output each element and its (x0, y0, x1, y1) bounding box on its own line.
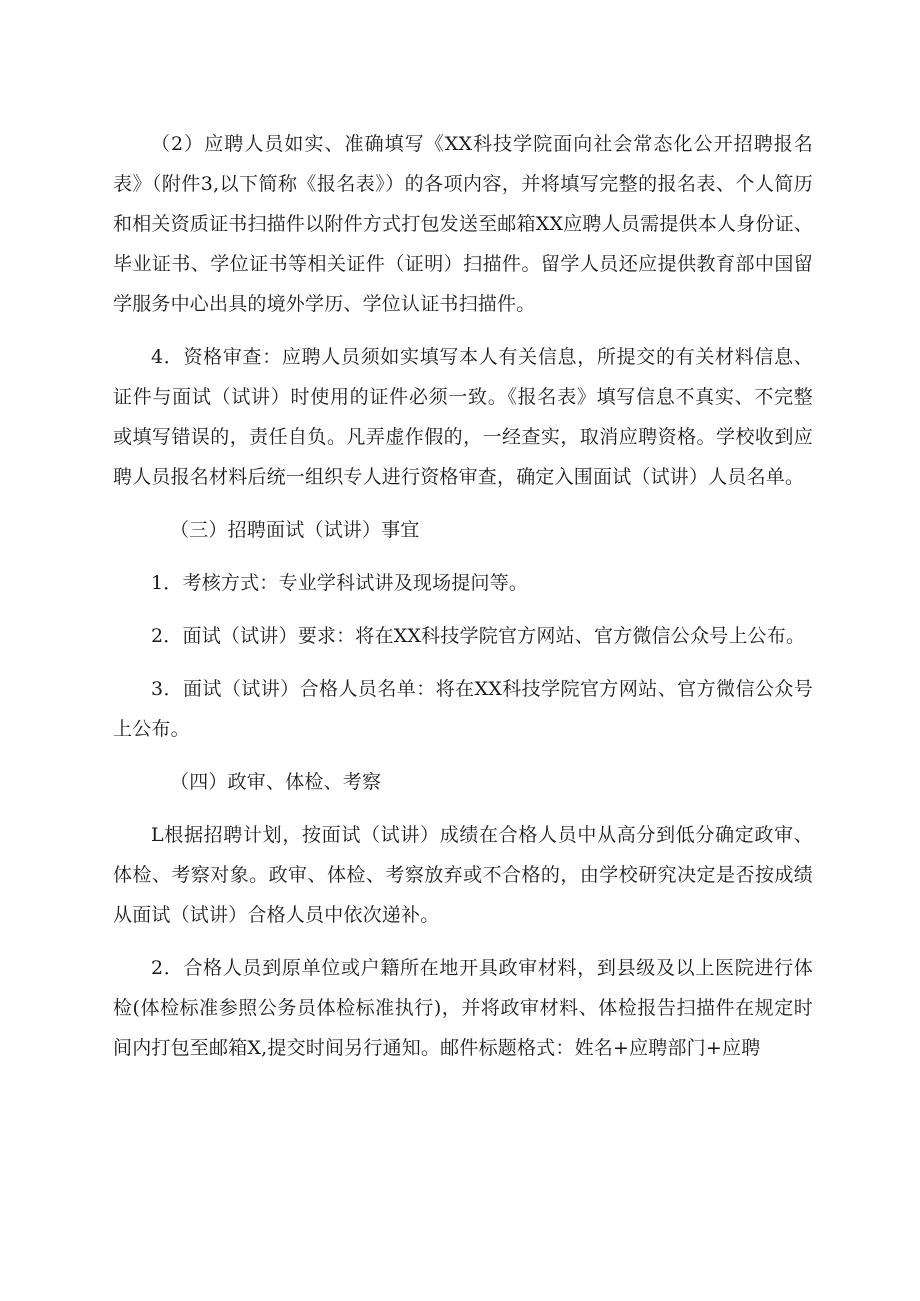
para-application-materials: （2）应聘人员如实、准确填写《XX科技学院面向社会常态化公开招聘报名表》（附件3,以下简称《报名表》）的各项内容，并将填写完整的报名表、个人简历和相关资质证书扫描件以附件方式打包发送至邮箱XX应聘人员需提供本人身份证、毕业证书、学位证书等相关证件（证明）扫描件。留学人员还应提供教育部中国留学服务中心出具的境外学历、学位认证书扫描件。 (113, 133, 813, 315)
para-interview-requirements: 2．面试（试讲）要求：将在XX科技学院官方网站、官方微信公众号上公布。 (151, 625, 806, 647)
document-body (113, 124, 813, 1081)
para-recruitment-plan: L根据招聘计划，按面试（试讲）成绩在合格人员中从高分到低分确定政审、体检、考察对象。政审、体检、考察放弃或不合格的，由学校研究决定是否按成绩从面试（试讲）合格人员中依次递补。 (113, 824, 813, 926)
para-medical-exam: 2．合格人员到原单位或户籍所在地开具政审材料，到县级及以上医院进行体检(体检标准参照公务员体检标准执行)，并将政审材料、体检报告扫描件在规定时间内打包至邮箱X,提交时间另行通知。邮件标题格式：姓名+应聘部门+应聘 (113, 957, 813, 1059)
heading-political-review: （四）政审、体检、考察 (170, 771, 382, 793)
para-qualified-list: 3．面试（试讲）合格人员名单：将在XX科技学院官方网站、官方微信公众号上公布。 (113, 678, 813, 740)
para-qualification-review: 4．资格审查：应聘人员须如实填写本人有关信息，所提交的有关材料信息、证件与面试（试讲）时使用的证件必须一致。《报名表》填写信息不真实、不完整或填写错误的，责任自负。凡弄虚作假的，一经查实，取消应聘资格。学校收到应聘人员报名材料后统一组织专人进行资格审查，确定入围面试（试讲）人员名单。 (113, 346, 813, 488)
heading-interview-matters: （三）招聘面试（试讲）事宜 (170, 519, 420, 541)
para-assessment-method: 1．考核方式：专业学科试讲及现场提问等。 (151, 572, 529, 594)
